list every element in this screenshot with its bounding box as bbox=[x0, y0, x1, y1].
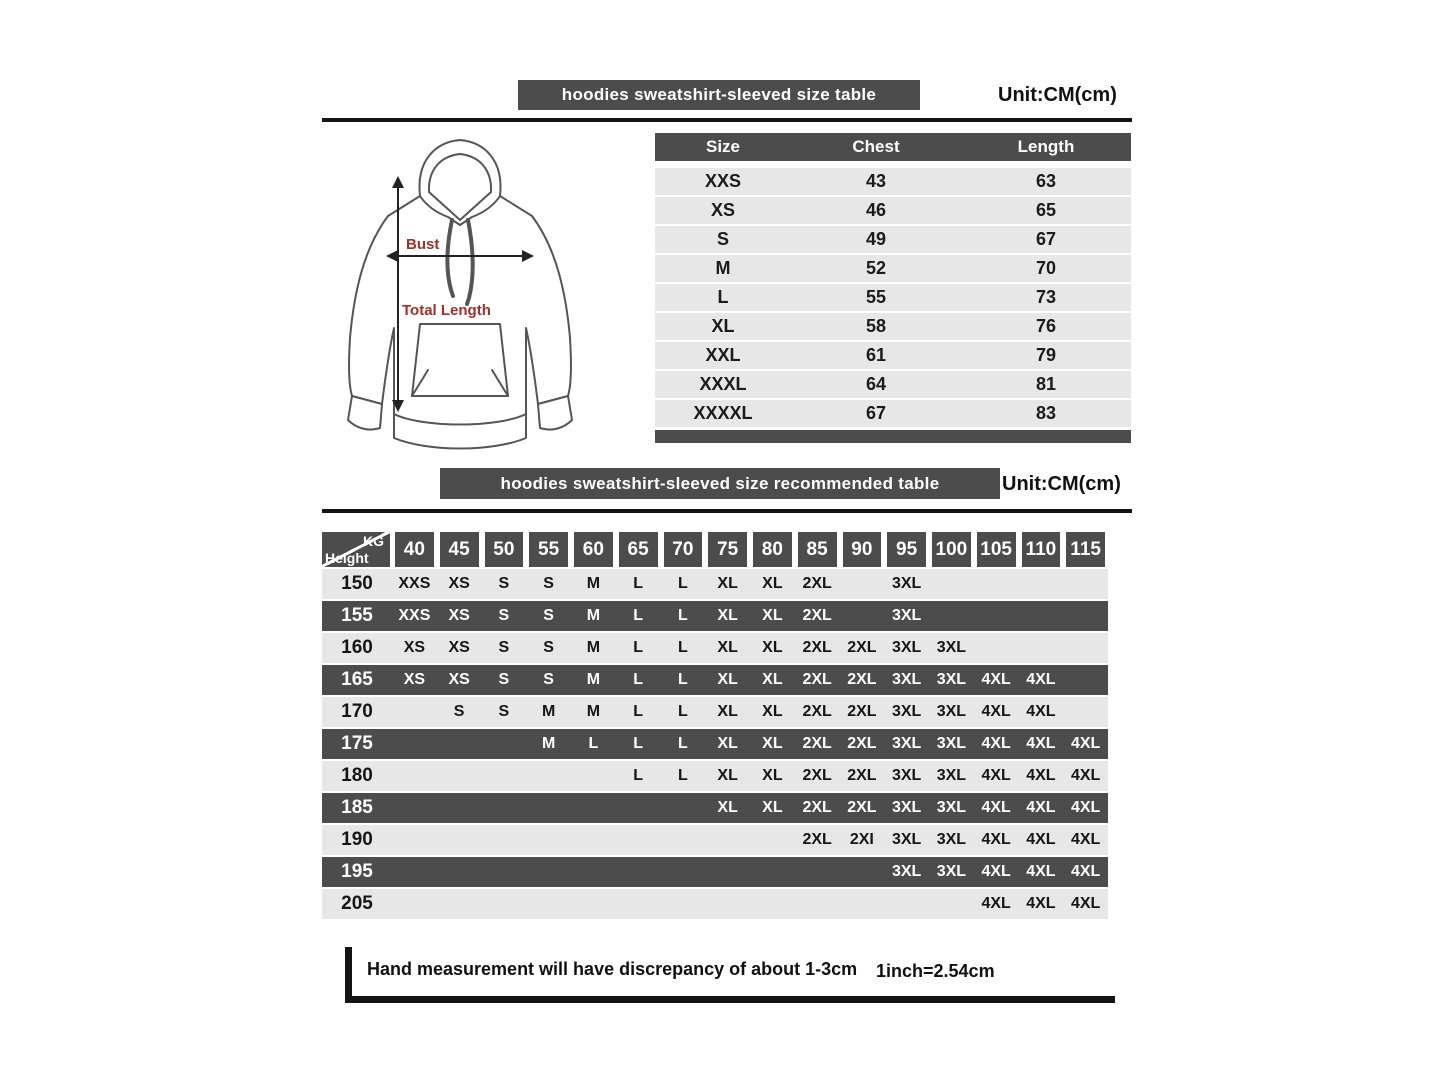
height-value: 190 bbox=[341, 829, 373, 850]
size-row-XXL bbox=[655, 342, 1131, 369]
recommended-size-cell: 3XL bbox=[936, 703, 967, 720]
recommended-size-cell: L bbox=[677, 767, 688, 784]
recommended-size-cell: 4XL bbox=[981, 799, 1011, 816]
column-header: Size bbox=[705, 137, 741, 156]
recommended-size-cell: S bbox=[543, 671, 554, 688]
recommended-size-cell: M bbox=[586, 607, 601, 624]
weight-col-85: 85 bbox=[798, 532, 837, 567]
kg-height-corner-cell bbox=[322, 532, 390, 567]
recommended-size-cell: 3XL bbox=[936, 639, 967, 656]
size-cell: 65 bbox=[1035, 200, 1057, 220]
height-row-190 bbox=[322, 825, 1108, 855]
size-cell: 81 bbox=[1035, 374, 1057, 394]
recommended-size-cell: 3XL bbox=[891, 575, 922, 592]
size-cell: 67 bbox=[865, 403, 887, 423]
size-cell: 46 bbox=[865, 200, 887, 220]
recommended-size-cell: S bbox=[543, 607, 554, 624]
recommended-size-cell: XL bbox=[717, 607, 738, 624]
recommended-size-cell: 3XL bbox=[936, 863, 967, 880]
height-row-155 bbox=[322, 601, 1108, 631]
weight-col-40: 40 bbox=[395, 532, 434, 567]
recommended-size-cell: 3XL bbox=[891, 671, 922, 688]
recommended-size-cell: 3XL bbox=[891, 863, 922, 880]
recommended-size-cell: XL bbox=[762, 799, 783, 816]
size-row-XL bbox=[655, 313, 1131, 340]
size-cell: 83 bbox=[1035, 403, 1057, 423]
note-bottom-line bbox=[345, 996, 1115, 1003]
weight-col-105: 105 bbox=[977, 532, 1016, 567]
size-cell: XL bbox=[711, 316, 735, 336]
size-cell: XXS bbox=[704, 171, 742, 191]
recommended-size-cell: 4XL bbox=[1070, 767, 1101, 784]
size-cell: 43 bbox=[865, 171, 887, 191]
weight-col-90: 90 bbox=[843, 532, 882, 567]
recommended-size-cell: XXS bbox=[398, 607, 431, 624]
recommended-size-cell: 4XL bbox=[981, 767, 1011, 784]
recommended-size-cell: L bbox=[677, 639, 688, 656]
recommended-size-cell: XS bbox=[448, 671, 470, 688]
height-row-160 bbox=[322, 633, 1108, 663]
size-cell: 61 bbox=[865, 345, 887, 365]
recommended-size-cell: 4XL bbox=[981, 703, 1011, 720]
size-cell: 52 bbox=[865, 258, 887, 278]
recommended-size-cell: XL bbox=[717, 703, 738, 720]
size-cell: 55 bbox=[865, 287, 887, 307]
recommended-size-cell: L bbox=[677, 575, 688, 592]
recommended-size-cell: 2XL bbox=[847, 735, 877, 752]
height-row-170 bbox=[322, 697, 1108, 727]
recommended-size-cell: L bbox=[677, 703, 688, 720]
recommended-size-cell: L bbox=[633, 671, 644, 688]
bust-label: Bust bbox=[406, 236, 440, 253]
recommended-size-cell: 2XL bbox=[847, 767, 877, 784]
recommended-size-cell: 2XL bbox=[847, 799, 877, 816]
recommended-size-cell: XS bbox=[403, 639, 426, 656]
recommended-size-cell: S bbox=[498, 607, 510, 624]
note-left-bar bbox=[345, 947, 352, 998]
recommended-size-cell: 3XL bbox=[891, 735, 922, 752]
recommended-size-cell: XL bbox=[717, 671, 738, 688]
recommended-size-cell: M bbox=[541, 703, 556, 720]
height-value: 150 bbox=[341, 573, 373, 594]
recommended-size-cell: S bbox=[543, 575, 554, 592]
recommended-size-cell: XL bbox=[717, 767, 738, 784]
recommended-size-cell: L bbox=[633, 703, 644, 720]
recommended-size-cell: 3XL bbox=[891, 703, 922, 720]
recommended-size-cell: 2XL bbox=[802, 735, 832, 752]
recommended-size-cell: XL bbox=[762, 671, 783, 688]
recommended-size-cell: 3XL bbox=[936, 799, 967, 816]
size-cell: 63 bbox=[1035, 171, 1057, 191]
matrix-header-row bbox=[322, 532, 1108, 567]
height-row-195 bbox=[322, 857, 1108, 887]
unit-label-bottom: Unit:CM(cm) bbox=[1002, 473, 1121, 495]
recommended-size-cell: XL bbox=[762, 607, 783, 624]
recommended-size-cell: XS bbox=[403, 671, 426, 688]
weight-col-110: 110 bbox=[1022, 532, 1061, 567]
recommended-size-cell: 2XL bbox=[802, 799, 832, 816]
recommended-size-cell: 2XL bbox=[847, 671, 877, 688]
recommended-size-cell: XL bbox=[717, 639, 738, 656]
size-row-XXXL bbox=[655, 371, 1131, 398]
weight-col-95: 95 bbox=[887, 532, 926, 567]
recommended-size-cell: 4XL bbox=[1026, 767, 1056, 784]
recommended-size-cell: 2XL bbox=[802, 671, 832, 688]
height-row-180 bbox=[322, 761, 1108, 791]
recommended-size-cell: S bbox=[498, 575, 510, 592]
recommended-size-cell: S bbox=[498, 671, 510, 688]
size-row-XXXXL bbox=[655, 400, 1131, 427]
kg-label: KG bbox=[363, 533, 384, 549]
height-row-185 bbox=[322, 793, 1108, 823]
weight-col-65: 65 bbox=[619, 532, 658, 567]
size-cell: XXXL bbox=[699, 374, 747, 394]
recommended-size-cell: XL bbox=[762, 575, 783, 592]
height-value: 160 bbox=[341, 637, 373, 658]
size-cell: 73 bbox=[1035, 287, 1057, 307]
size-cell: M bbox=[715, 258, 731, 278]
size-cell: 64 bbox=[865, 374, 887, 394]
recommended-size-cell: 4XL bbox=[1026, 671, 1056, 688]
size-cell: L bbox=[717, 287, 729, 307]
height-value: 205 bbox=[341, 893, 373, 914]
recommended-size-cell: L bbox=[633, 607, 644, 624]
size-cell: 79 bbox=[1035, 345, 1057, 365]
size-cell: XS bbox=[710, 200, 735, 220]
recommended-size-cell: 4XL bbox=[1026, 799, 1056, 816]
weight-col-115: 115 bbox=[1066, 532, 1105, 567]
recommended-size-cell: 4XL bbox=[981, 863, 1011, 880]
recommended-size-cell: 3XL bbox=[936, 767, 967, 784]
size-cell: 70 bbox=[1035, 258, 1057, 278]
recommended-size-cell: 4XL bbox=[981, 671, 1011, 688]
divider-line-middle bbox=[322, 509, 1132, 513]
height-value: 195 bbox=[341, 861, 373, 882]
recommended-size-cell: 3XL bbox=[891, 607, 922, 624]
recommended-size-cell: L bbox=[677, 735, 688, 752]
recommended-size-cell: 3XL bbox=[936, 735, 967, 752]
recommended-size-cell: XS bbox=[448, 639, 470, 656]
weight-col-75: 75 bbox=[708, 532, 747, 567]
size-cell: XXL bbox=[705, 345, 741, 365]
recommended-size-cell: 4XL bbox=[1026, 703, 1056, 720]
recommended-size-cell: S bbox=[498, 703, 510, 720]
recommended-size-cell: 4XL bbox=[1070, 735, 1101, 752]
recommended-size-cell: L bbox=[677, 671, 688, 688]
recommended-size-cell: S bbox=[453, 703, 465, 720]
recommended-size-matrix bbox=[322, 532, 1108, 919]
recommended-size-cell: 2XL bbox=[802, 575, 832, 592]
recommended-table-title: hoodies sweatshirt-sleeved size recommended table bbox=[440, 468, 1000, 499]
recommended-size-cell: 2XI bbox=[849, 831, 874, 848]
recommended-size-cell: 4XL bbox=[1070, 831, 1101, 848]
size-row-L bbox=[655, 284, 1131, 311]
weight-col-80: 80 bbox=[753, 532, 792, 567]
divider-line-top bbox=[322, 118, 1132, 122]
recommended-size-cell: 4XL bbox=[981, 735, 1011, 752]
height-value: 185 bbox=[341, 797, 373, 818]
recommended-size-cell: XL bbox=[717, 735, 738, 752]
height-value: 180 bbox=[341, 765, 373, 786]
recommended-size-cell: 4XL bbox=[1026, 895, 1056, 912]
recommended-size-cell: M bbox=[586, 575, 601, 592]
size-table-header-row bbox=[655, 133, 1131, 161]
size-cell: S bbox=[716, 229, 729, 249]
height-row-150 bbox=[322, 569, 1108, 599]
recommended-size-cell: XL bbox=[717, 575, 738, 592]
hoodie-pocket bbox=[412, 324, 508, 396]
recommended-size-cell: 4XL bbox=[1070, 799, 1101, 816]
recommended-size-cell: L bbox=[633, 735, 644, 752]
weight-col-50: 50 bbox=[485, 532, 524, 567]
size-cell: 76 bbox=[1035, 316, 1057, 336]
recommended-size-cell: 4XL bbox=[1026, 735, 1056, 752]
size-row-XS bbox=[655, 197, 1131, 224]
recommended-size-cell: 3XL bbox=[891, 799, 922, 816]
recommended-size-cell: M bbox=[541, 735, 556, 752]
recommended-size-cell: 2XL bbox=[802, 639, 832, 656]
recommended-size-cell: 4XL bbox=[1026, 863, 1056, 880]
height-value: 170 bbox=[341, 701, 373, 722]
weight-col-100: 100 bbox=[932, 532, 971, 567]
weight-col-60: 60 bbox=[574, 532, 613, 567]
unit-label-top: Unit:CM(cm) bbox=[998, 84, 1117, 106]
recommended-size-cell: XS bbox=[448, 575, 470, 592]
height-value: 175 bbox=[341, 733, 373, 754]
height-value: 165 bbox=[341, 669, 373, 690]
recommended-size-cell: S bbox=[498, 639, 510, 656]
recommended-size-cell: M bbox=[586, 703, 601, 720]
size-table-footer-bar bbox=[655, 430, 1131, 443]
height-label: Height bbox=[325, 550, 369, 566]
size-row-XXS bbox=[655, 168, 1131, 195]
recommended-size-cell: 3XL bbox=[891, 639, 922, 656]
size-table-title: hoodies sweatshirt-sleeved size table bbox=[518, 80, 920, 110]
recommended-size-cell: L bbox=[677, 607, 688, 624]
recommended-size-cell: XL bbox=[762, 703, 783, 720]
recommended-size-cell: XXS bbox=[398, 575, 431, 592]
recommended-size-cell: 4XL bbox=[1070, 895, 1101, 912]
recommended-size-cell: XL bbox=[717, 799, 738, 816]
size-row-S bbox=[655, 226, 1131, 253]
recommended-size-cell: L bbox=[633, 767, 644, 784]
total-length-label: Total Length bbox=[402, 302, 491, 319]
weight-col-70: 70 bbox=[664, 532, 703, 567]
weight-col-45: 45 bbox=[440, 532, 479, 567]
recommended-size-cell: XL bbox=[762, 639, 783, 656]
recommended-size-cell: 3XL bbox=[891, 831, 922, 848]
recommended-size-cell: L bbox=[633, 575, 644, 592]
height-row-175 bbox=[322, 729, 1108, 759]
size-measurement-table bbox=[655, 133, 1131, 443]
column-header: Length bbox=[1017, 137, 1075, 156]
recommended-size-cell: L bbox=[633, 639, 644, 656]
recommended-size-cell: 2XL bbox=[802, 767, 832, 784]
recommended-size-cell: 3XL bbox=[936, 831, 967, 848]
recommended-size-cell: 4XL bbox=[981, 895, 1011, 912]
height-row-205 bbox=[322, 889, 1108, 919]
recommended-size-cell: 2XL bbox=[847, 703, 877, 720]
recommended-size-cell: 3XL bbox=[936, 671, 967, 688]
height-row-165 bbox=[322, 665, 1108, 695]
column-header: Chest bbox=[852, 137, 900, 156]
size-cell: XXXXL bbox=[693, 403, 753, 423]
recommended-size-cell: L bbox=[588, 735, 599, 752]
recommended-size-cell: XL bbox=[762, 767, 783, 784]
recommended-size-cell: 2XL bbox=[802, 703, 832, 720]
measurement-discrepancy-note: Hand measurement will have discrepancy of about 1-3cm bbox=[367, 959, 858, 979]
recommended-size-cell: XS bbox=[448, 607, 470, 624]
hoodie-measurement-diagram bbox=[332, 132, 622, 462]
size-cell: 58 bbox=[865, 316, 887, 336]
recommended-size-cell: M bbox=[586, 639, 601, 656]
inch-conversion-note: 1inch=2.54cm bbox=[876, 961, 995, 981]
weight-col-55: 55 bbox=[529, 532, 568, 567]
height-value: 155 bbox=[341, 605, 373, 626]
recommended-size-cell: XL bbox=[762, 735, 783, 752]
size-row-M bbox=[655, 255, 1131, 282]
recommended-size-cell: 2XL bbox=[847, 639, 877, 656]
recommended-size-cell: 2XL bbox=[802, 831, 832, 848]
recommended-size-cell: 4XL bbox=[981, 831, 1011, 848]
recommended-size-cell: 4XL bbox=[1070, 863, 1101, 880]
recommended-size-cell: M bbox=[586, 671, 601, 688]
size-cell: 49 bbox=[865, 229, 887, 249]
recommended-size-cell: S bbox=[543, 639, 554, 656]
recommended-size-cell: 2XL bbox=[802, 607, 832, 624]
recommended-size-cell: 4XL bbox=[1026, 831, 1056, 848]
size-cell: 67 bbox=[1035, 229, 1057, 249]
recommended-size-cell: 3XL bbox=[891, 767, 922, 784]
